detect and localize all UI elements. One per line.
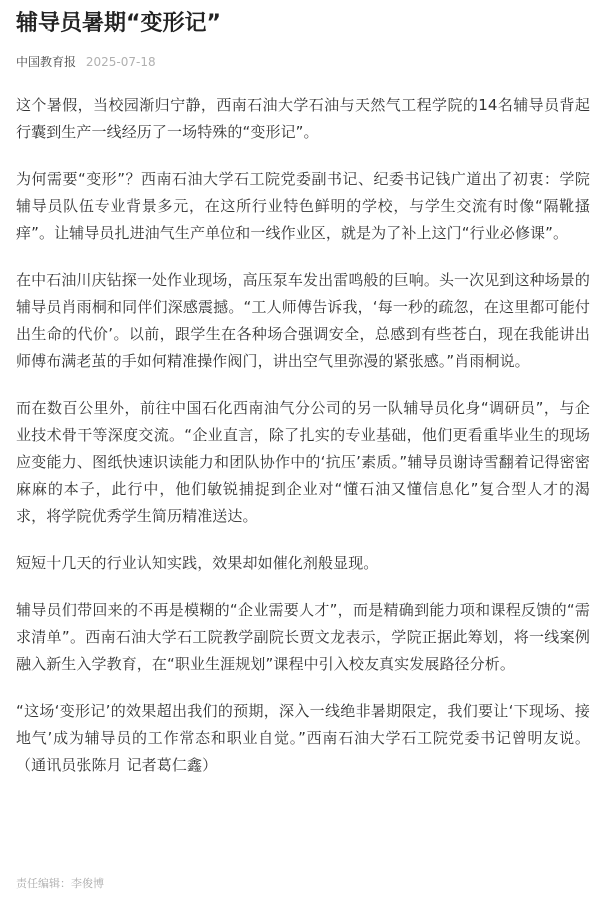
article-body	[16, 92, 590, 779]
article-title: 辅导员暑期“变形记”	[16, 11, 221, 36]
paragraph: 这个暑假，当校园渐归宁静，西南石油大学石油与天然气工程学院的14名辅导员背起行囊到生产一线经历了一场特殊的“变形记”。	[16, 96, 590, 141]
article-meta	[16, 54, 590, 70]
paragraph: “这场‘变形记’的效果超出我们的预期，深入一线绝非暑期限定，我们要让‘下现场、接地气’成为辅导员的工作常态和职业自觉。”西南石油大学石工院党委书记曾明友说。 （通讯员张陈月 记者葛仁鑫）	[16, 702, 590, 774]
article-date: 2025-07-18	[85, 55, 156, 69]
paragraph: 辅导员们带回来的不再是模糊的“企业需要人才”，而是精确到能力项和课程反馈的“需求清单”。西南石油大学石工院教学副院长贾文龙表示，学院正据此筹划，将一线案例融入新生入学教育，在“职业生涯规划”课程中引入校友真实发展路径分析。	[16, 601, 590, 673]
paragraph: 而在数百公里外，前往中国石化西南油气分公司的另一队辅导员化身“调研员”，与企业技术骨干等深度交流。“企业直言，除了扎实的专业基础，他们更看重毕业生的现场应变能力、图纸快速识读能力和团队协作中的‘抗压’素质。”辅导员谢诗雪翻着记得密密麻麻的本子，此行中，他们敏锐捕捉到企业对“懂石油又懂信息化”复合型人才的渴求，将学院优秀学生简历精准送达。	[16, 399, 590, 525]
paragraph: 为何需要“变形”？西南石油大学石工院党委副书记、纪委书记钱广道出了初衷：学院辅导员队伍专业背景多元，在这所行业特色鲜明的学校，与学生交流有时像“隔靴搔痒”。让辅导员扎进油气生产单位和一线作业区，就是为了补上这门“行业必修课”。	[16, 170, 590, 242]
article-source[interactable]: 中国教育报	[16, 55, 77, 69]
paragraph: 短短十几天的行业认知实践，效果却如催化剂般显现。	[16, 554, 379, 572]
responsible-editor: 责任编辑：李俊博	[16, 877, 104, 890]
paragraph: 在中石油川庆钻探一处作业现场，高压泵车发出雷鸣般的巨响。头一次见到这种场景的辅导员肖雨桐和同伴们深感震撼。“工人师傅告诉我，‘每一秒的疏忽，在这里都可能付出生命的代价’。以前，跟学生在各种场合强调安全，总感到有些苍白，现在我能讲出师傅布满老茧的手如何精准操作阀门，讲出空气里弥漫的紧张感。”肖雨桐说。	[16, 271, 590, 370]
